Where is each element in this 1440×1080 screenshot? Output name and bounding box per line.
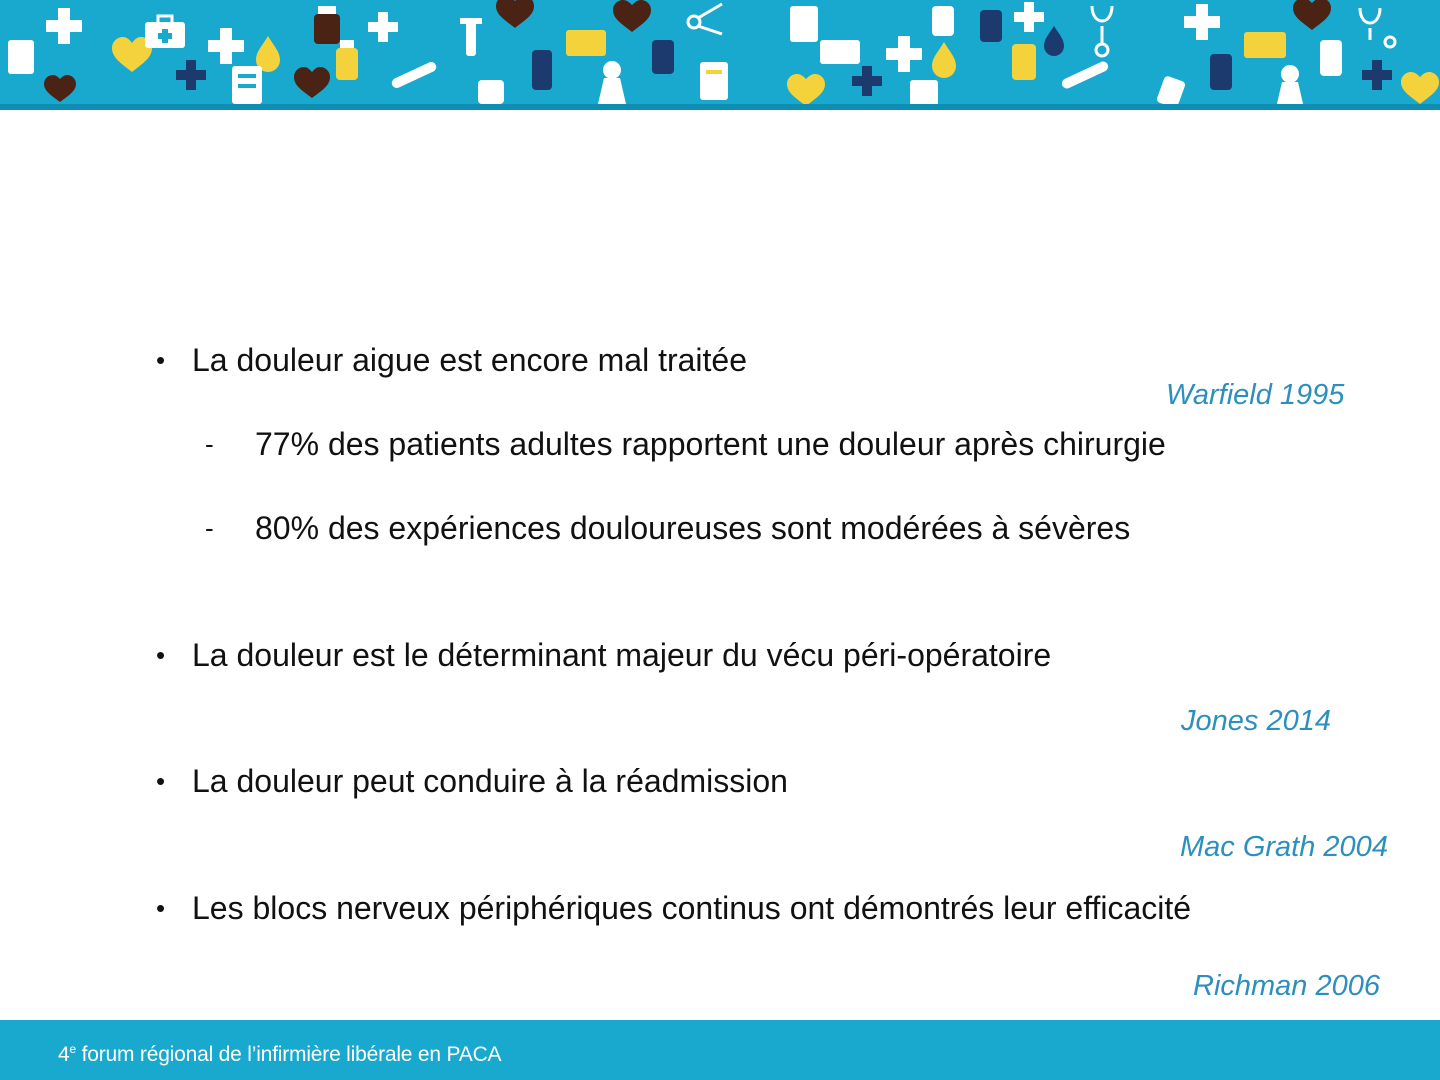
footer-title bbox=[58, 1034, 501, 1070]
citation: Richman 2006 bbox=[1193, 970, 1380, 1002]
bullet-symbol: • bbox=[156, 640, 166, 670]
citation: Jones 2014 bbox=[1181, 705, 1331, 737]
footer-bar bbox=[0, 1020, 1440, 1080]
bullet-symbol: • bbox=[156, 766, 166, 796]
bullet-symbol: • bbox=[156, 893, 166, 923]
bullet-text: La douleur est le déterminant majeur du vécu péri-opératoire bbox=[192, 637, 1052, 673]
sub-bullet-symbol: - bbox=[205, 513, 214, 543]
bullet-text: Les blocs nerveux périphériques continus ont démontrés leur efficacité bbox=[192, 890, 1192, 926]
citation: Mac Grath 2004 bbox=[1180, 831, 1388, 863]
bullet-text: La douleur aigue est encore mal traitée bbox=[192, 342, 748, 378]
bullet-text: La douleur peut conduire à la réadmission bbox=[192, 763, 788, 799]
bullet-symbol: • bbox=[156, 345, 166, 375]
sub-bullet-text: 80% des expériences douloureuses sont modérées à sévères bbox=[255, 510, 1131, 546]
sub-bullet-text: 77% des patients adultes rapportent une douleur après chirurgie bbox=[255, 426, 1166, 462]
footer-prefix: 4 bbox=[58, 1043, 70, 1066]
footer-text: forum régional de l’infirmière libérale en PACA bbox=[75, 1043, 502, 1066]
citation: Warfield 1995 bbox=[1166, 379, 1345, 411]
sub-bullet-symbol: - bbox=[205, 429, 214, 459]
footer-superscript: e bbox=[69, 1042, 76, 1056]
